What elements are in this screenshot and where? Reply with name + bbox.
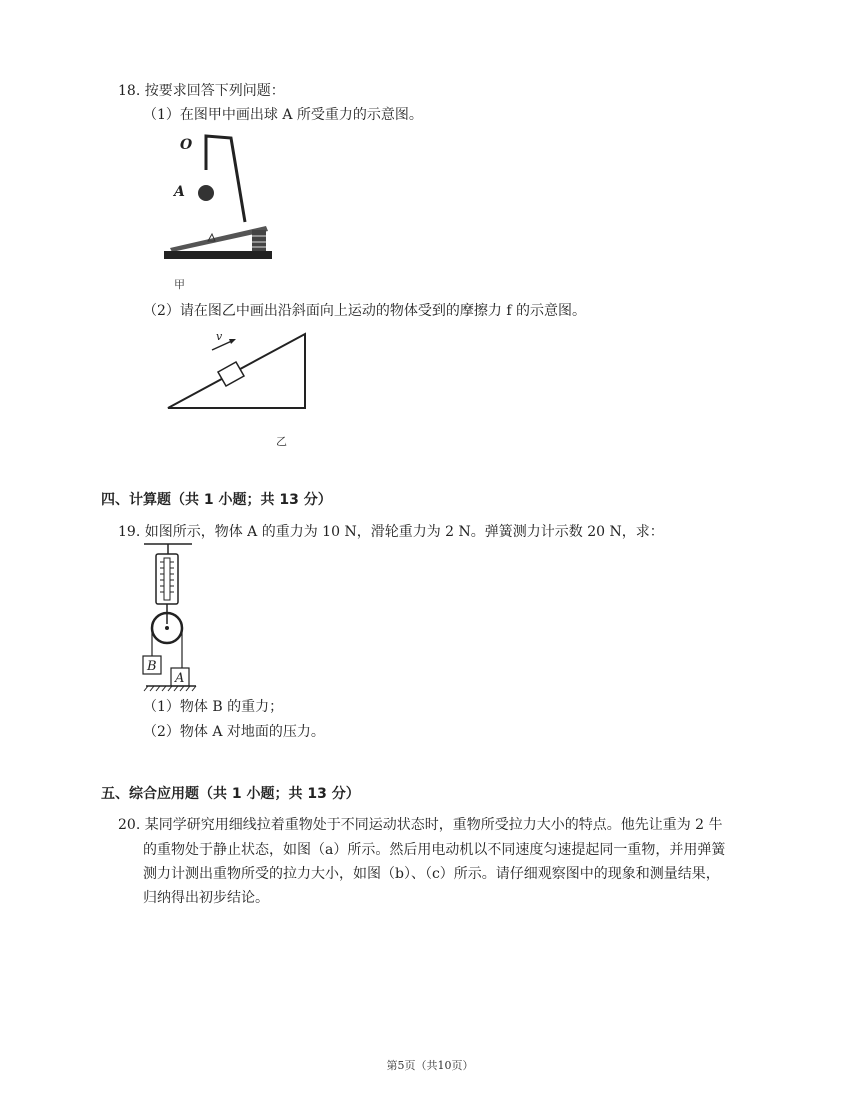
- section5-heading: 五、综合应用题（共 1 小题；共 13 分）: [101, 786, 360, 802]
- q20-line3: 测力计测出重物所受的拉力大小，如图（b）、（c）所示。请仔细观察图中的现象和测量结果，: [143, 866, 720, 882]
- figure-yi: [160, 328, 315, 413]
- figure-pulley: [138, 540, 200, 692]
- label-a: A: [174, 184, 185, 200]
- block: [218, 362, 244, 386]
- figure-jia: [160, 130, 280, 265]
- q20-line2: 的重物处于静止状态，如图（a）所示。然后用电动机以不同速度匀速提起同一重物，并用弹簧: [143, 842, 726, 858]
- caption-jia: 甲: [174, 278, 185, 291]
- q19-title: 19. 如图所示，物体 A 的重力为 10 N，滑轮重力为 2 N。弹簧测力计示数 20 N，求：: [118, 524, 664, 540]
- q18-part1: （1）在图甲中画出球 A 所受重力的示意图。: [143, 107, 423, 123]
- base: [164, 251, 272, 259]
- label-b: B: [147, 659, 157, 674]
- q19-part2: （2）物体 A 对地面的压力。: [143, 724, 325, 740]
- q20-line1: 20. 某同学研究用细线拉着重物处于不同运动状态时，重物所受拉力大小的特点。他先让重为 2 牛: [118, 817, 723, 833]
- label-o: O: [180, 137, 193, 153]
- stand-rod: [206, 136, 245, 222]
- q18-part2: （2）请在图乙中画出沿斜面向上运动的物体受到的摩擦力 f 的示意图。: [143, 303, 586, 319]
- q19-part1: （1）物体 B 的重力；: [143, 699, 284, 715]
- q18-title: 18. 按要求回答下列问题：: [118, 83, 285, 99]
- section4-heading: 四、计算题（共 1 小题；共 13 分）: [101, 492, 332, 508]
- page-footer: 第5页（共10页）: [386, 1059, 474, 1072]
- ball-a: [198, 185, 214, 201]
- label-a: A: [175, 671, 185, 686]
- label-v: v: [216, 330, 223, 343]
- spring-support: [252, 230, 266, 252]
- q20-line4: 归纳得出初步结论。: [143, 890, 269, 906]
- caption-yi: 乙: [276, 435, 287, 448]
